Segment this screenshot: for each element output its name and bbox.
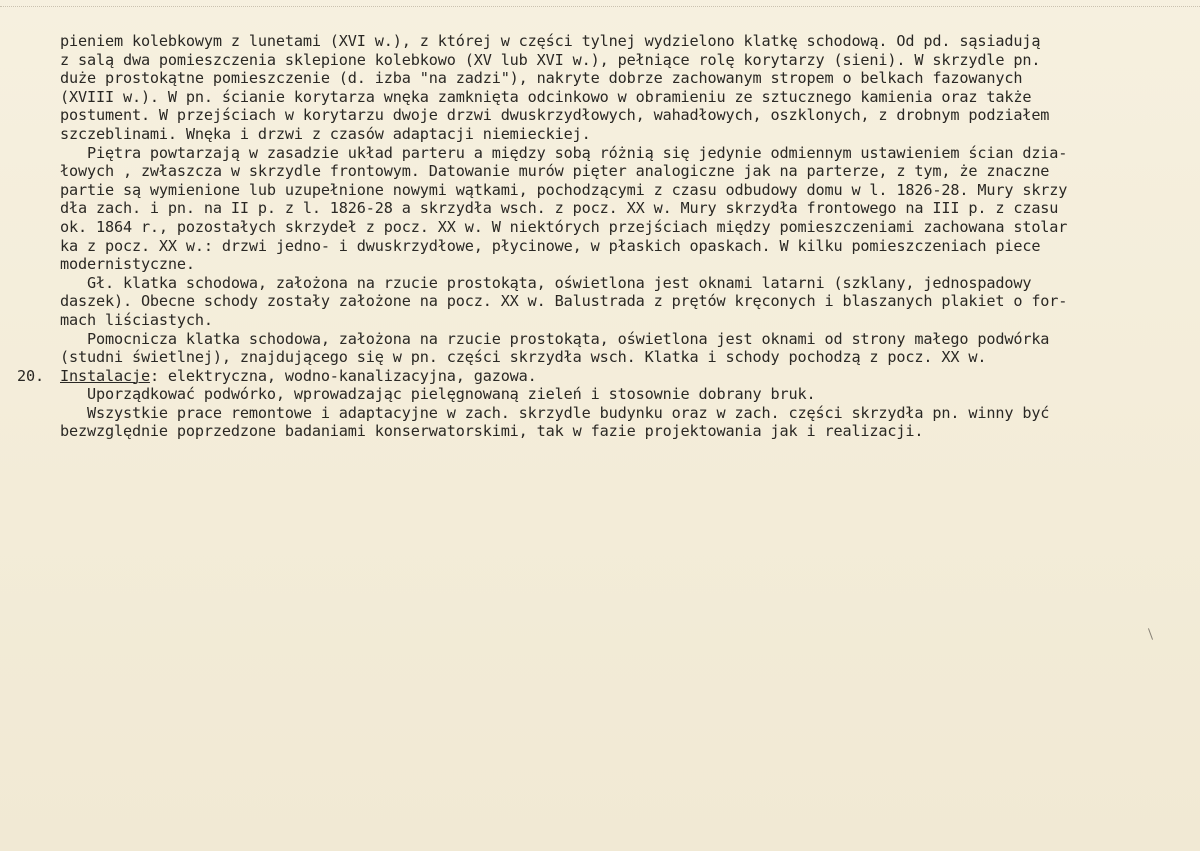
typed-text-body <box>60 32 1190 441</box>
text-line: z salą dwa pomieszczenia sklepione kolebkowo (XV lub XVI w.), pełniące rolę korytarzy (sieni). W skrzydle pn. <box>60 50 1041 69</box>
text-line: bezwzględnie poprzedzone badaniami konserwatorskimi, tak w fazie projektowania jak i realizacji. <box>60 422 924 441</box>
text-line: ok. 1864 r., pozostałych skrzydeł z pocz. XX w. W niektórych przejściach między pomieszczeniami zachowana stolar <box>60 217 1068 236</box>
text-line: ka z pocz. XX w.: drzwi jedno- i dwuskrzydłowe, płycinowe, w płaskich opaskach. W kilku pomieszczeniach piece <box>60 236 1041 255</box>
installations-line <box>60 367 1190 386</box>
text-line: duże prostokątne pomieszczenie (d. izba "na zadzi"), nakryte dobrze zachowanym stropem o belkach fazowanych <box>60 69 1023 88</box>
item-number: 20. <box>17 366 44 385</box>
text-line: łowych , zwłaszcza w skrzydle frontowym. Datowanie murów pięter analogiczne jak na parterze, z tym, że znaczne <box>60 162 1050 181</box>
text-line: Piętra powtarzają w zasadzie układ parteru a między sobą różnią się jedynie odmiennym ustawieniem ścian dzia- <box>60 143 1068 162</box>
installations-text: : elektryczna, wodno-kanalizacyjna, gazowa. <box>149 366 537 385</box>
text-line: dła zach. i pn. na II p. z l. 1826-28 a skrzydła wsch. z pocz. XX w. Mury skrzydła frontowego na III p. z czasu <box>60 199 1059 218</box>
text-line: Wszystkie prace remontowe i adaptacyjne w zach. skrzydle budynku oraz w zach. części skrzydła pn. winny być <box>60 403 1050 422</box>
text-line: szczeblinami. Wnęka i drzwi z czasów adaptacji niemieckiej. <box>60 124 591 143</box>
item-20-line: Uporządkować podwórko, wprowadzając pielęgnowaną zieleń i stosownie dobrany bruk. <box>60 385 816 404</box>
text-line: modernistyczne. <box>60 255 195 274</box>
stray-mark <box>1148 628 1153 640</box>
text-line: Pomocnicza klatka schodowa, założona na rzucie prostokąta, oświetlona jest oknami od strony małego podwórka <box>60 329 1050 348</box>
text-line: Gł. klatka schodowa, założona na rzucie prostokąta, oświetlona jest oknami latarni (szklany, jednospadowy <box>60 273 1032 292</box>
top-edge-mark <box>0 6 1200 17</box>
text-line: partie są wymienione lub uzupełnione nowymi wątkami, pochodzącymi z czasu odbudowy domu w l. 1826-28. Mury skrzy <box>60 180 1068 199</box>
text-line: (studni świetlnej), znajdującego się w pn. części skrzydła wsch. Klatka i schody pochodzą z pocz. XX w. <box>60 348 987 367</box>
text-line: (XVIII w.). W pn. ścianie korytarza wnęka zamknięta odcinkowo w obramieniu ze sztucznego kamienia oraz także <box>60 87 1032 106</box>
text-line: postument. W przejściach w korytarzu dwoje drzwi dwuskrzydłowych, wahadłowych, oszklonych, z drobnym podziałem <box>60 106 1050 125</box>
installations-heading: Instalacje <box>60 366 150 385</box>
text-line: mach liściastych. <box>60 310 213 329</box>
text-line: daszek). Obecne schody zostały założone na pocz. XX w. Balustrada z prętów kręconych i blaszanych plakiet o for- <box>60 292 1068 311</box>
text-line: pieniem kolebkowym z lunetami (XVI w.), z której w części tylnej wydzielono klatkę schodową. Od pd. sąsiadują <box>60 32 1041 50</box>
